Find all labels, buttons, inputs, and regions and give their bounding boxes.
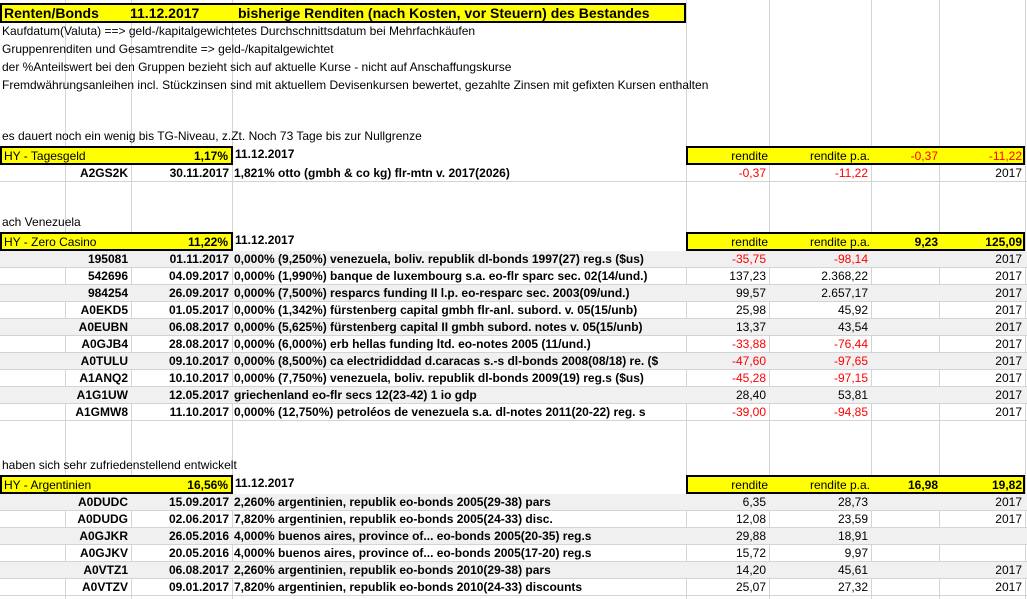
wkn-cell[interactable]: A2GS2K <box>79 166 128 180</box>
table-row[interactable] <box>0 404 1027 421</box>
wkn-cell[interactable]: 984254 <box>87 286 128 300</box>
desc-cell[interactable]: 0,000% (7,750%) venezuela, boliv. republik dl-bonds 2009(19) reg.s ($us) <box>234 371 644 385</box>
table-row[interactable] <box>0 387 1027 404</box>
rendite-cell[interactable]: 25,98 <box>735 303 766 317</box>
date-cell[interactable]: 06.08.2017 <box>168 563 229 577</box>
rendite-pa-cell[interactable]: -98,14 <box>833 252 868 266</box>
desc-cell[interactable]: 7,820% argentinien, republik eo-bonds 2010(24-33) discounts <box>234 580 583 594</box>
rendite-pa-cell[interactable]: -11,22 <box>834 166 868 180</box>
rendite-pa-cell[interactable]: 2.657,17 <box>821 286 868 300</box>
table-row[interactable] <box>0 528 1027 545</box>
rendite-pa-cell[interactable]: 43,54 <box>837 320 868 334</box>
date-cell[interactable]: 04.09.2017 <box>168 269 229 283</box>
table-row[interactable] <box>0 251 1027 268</box>
group-total-rendite-pa: 19,82 <box>991 478 1022 492</box>
group-date[interactable]: 11.12.2017 <box>235 476 295 490</box>
rendite-cell[interactable]: 13,37 <box>735 320 766 334</box>
wkn-cell[interactable]: A1GMW8 <box>75 405 128 419</box>
year-cell[interactable]: 2017 <box>995 252 1022 266</box>
year-cell[interactable]: 2017 <box>995 388 1022 402</box>
group-header-row <box>0 146 1027 165</box>
date-cell[interactable]: 01.05.2017 <box>168 303 229 317</box>
desc-cell[interactable]: 0,000% (9,250%) venezuela, boliv. republik dl-bonds 1997(27) reg.s ($us) <box>234 252 644 266</box>
desc-cell[interactable]: 0,000% (7,500%) resparcs funding II l.p. eo-resparc sec. 2003(09/und.) <box>234 286 630 300</box>
rendite-cell[interactable]: 15,72 <box>735 546 766 560</box>
rendite-cell[interactable]: 14,20 <box>735 563 766 577</box>
group-total-rendite-pa: 125,09 <box>985 235 1022 249</box>
wkn-cell[interactable]: A0GJKV <box>79 546 128 560</box>
table-row[interactable] <box>0 165 1027 182</box>
wkn-cell[interactable]: 195081 <box>87 252 128 266</box>
year-cell[interactable]: 2017 <box>995 495 1022 509</box>
wkn-cell[interactable]: A0EKD5 <box>80 303 128 317</box>
note-line[interactable]: der %Anteilswert bei den Gruppen bezieht sich auf aktuelle Kurse - nicht auf Anschaffungskurse <box>2 60 512 74</box>
rendite-cell[interactable]: -35,75 <box>731 252 766 266</box>
year-cell[interactable]: 2017 <box>995 371 1022 385</box>
rendite-cell[interactable]: -0,37 <box>738 166 766 180</box>
group-name: HY - Zero Casino <box>4 235 97 249</box>
date-cell[interactable]: 28.08.2017 <box>168 337 229 351</box>
group-note[interactable]: haben sich sehr zufriedenstellend entwickelt <box>2 458 237 472</box>
group-total-rendite: -0,37 <box>910 149 938 163</box>
group-total-rendite-pa: -11,22 <box>988 149 1022 163</box>
desc-cell[interactable]: 0,000% (12,750%) petroléos de venezuela s.a. dl-notes 2011(20-22) reg. s <box>234 405 646 419</box>
group-date[interactable]: 11.12.2017 <box>235 147 295 161</box>
desc-cell[interactable]: 2,260% argentinien, republik eo-bonds 2010(29-38) pars <box>234 563 551 577</box>
rendite-cell[interactable]: -47,60 <box>731 354 766 368</box>
wkn-cell[interactable]: A1G1UW <box>76 388 128 402</box>
header-row <box>0 3 1027 23</box>
wkn-cell[interactable]: A0TULU <box>80 354 128 368</box>
group-total-rendite: 9,23 <box>914 235 938 249</box>
year-cell[interactable]: 2017 <box>995 320 1022 334</box>
year-cell[interactable]: 2017 <box>995 303 1022 317</box>
rendite-pa-cell[interactable]: -97,65 <box>833 354 868 368</box>
rendite-label: rendite <box>731 235 768 249</box>
rendite-cell[interactable]: 12,08 <box>735 512 766 526</box>
table-row[interactable] <box>0 319 1027 336</box>
group-note[interactable]: ach Venezuela <box>2 215 81 229</box>
year-cell[interactable]: 2017 <box>995 166 1022 180</box>
rendite-cell[interactable]: 6,35 <box>742 495 766 509</box>
table-row[interactable] <box>0 268 1027 285</box>
wkn-cell[interactable]: A0VTZV <box>81 580 128 594</box>
page-title: Renten/Bonds <box>4 5 99 21</box>
desc-cell[interactable]: 1,821% otto (gmbh & co kg) flr-mtn v. 2017(2026) <box>234 166 510 180</box>
rendite-cell[interactable]: 25,07 <box>735 580 766 594</box>
group-share: 11,22% <box>187 235 228 249</box>
wkn-cell[interactable]: A0GJKR <box>79 529 128 543</box>
wkn-cell[interactable]: A0GJB4 <box>81 337 128 351</box>
rendite-pa-cell[interactable]: 53,81 <box>837 388 868 402</box>
group-header-row <box>0 475 1027 494</box>
date-cell[interactable]: 02.06.2017 <box>168 512 229 526</box>
group-header-cell[interactable] <box>0 475 233 494</box>
rendite-pa-label: rendite p.a. <box>809 149 870 163</box>
date-cell[interactable]: 01.11.2017 <box>169 252 229 266</box>
desc-cell[interactable]: 0,000% (6,000%) erb hellas funding ltd. eo-notes 2005 (11/und.) <box>234 337 591 351</box>
rendite-pa-cell[interactable]: 18,91 <box>837 529 868 543</box>
group-name: HY - Argentinien <box>4 478 92 492</box>
date-cell[interactable]: 20.05.2016 <box>168 546 229 560</box>
rendite-cell[interactable]: 99,57 <box>735 286 766 300</box>
year-cell[interactable]: 2017 <box>995 563 1022 577</box>
year-cell[interactable]: 2017 <box>995 354 1022 368</box>
rendite-cell[interactable]: 137,23 <box>729 269 766 283</box>
table-row[interactable] <box>0 302 1027 319</box>
date-cell[interactable]: 10.10.2017 <box>168 371 229 385</box>
rendite-pa-cell[interactable]: -94,85 <box>833 405 868 419</box>
group-header-cell[interactable] <box>0 146 233 165</box>
group-share: 1,17% <box>193 149 228 163</box>
date-cell[interactable]: 30.11.2017 <box>169 166 229 180</box>
note-line[interactable]: Fremdwährungsanleihen incl. Stückzinsen sind mit aktuellem Devisenkursen bewertet, gezahlte Zinsen mit gefixten Kursen enthalten <box>2 78 709 92</box>
wkn-cell[interactable]: A0DUDG <box>77 512 128 526</box>
group-header-row <box>0 232 1027 251</box>
rendite-cell[interactable]: 28,40 <box>735 388 766 402</box>
table-row[interactable] <box>0 511 1027 528</box>
year-cell[interactable]: 2017 <box>995 269 1022 283</box>
desc-cell[interactable]: 0,000% (8,500%) ca electrididdad d.caracas s.-s dl-bonds 2008(08/18) re. ($ <box>234 354 659 368</box>
group-totals[interactable] <box>686 232 1025 251</box>
header-subtitle: bisherige Renditen (nach Kosten, vor Steuern) des Bestandes <box>238 5 650 21</box>
date-cell[interactable]: 11.10.2017 <box>169 405 229 419</box>
date-cell[interactable]: 12.05.2017 <box>168 388 229 402</box>
table-row[interactable] <box>0 562 1027 579</box>
wkn-cell[interactable]: A0EUBN <box>78 320 128 334</box>
desc-cell[interactable]: 7,820% argentinien, republik eo-bonds 2005(24-33) disc. <box>234 512 553 526</box>
rendite-cell[interactable]: -33,88 <box>731 337 766 351</box>
group-totals[interactable] <box>686 475 1025 494</box>
wkn-cell[interactable]: 542696 <box>87 269 128 283</box>
date-cell[interactable]: 06.08.2017 <box>168 320 229 334</box>
note-line[interactable]: Gruppenrenditen und Gesamtrendite => geld-/kapitalgewichtet <box>2 42 334 56</box>
table-row[interactable] <box>0 370 1027 387</box>
year-cell[interactable] <box>939 528 1025 544</box>
rendite-pa-cell[interactable]: 27,32 <box>837 580 868 594</box>
date-cell[interactable]: 26.09.2017 <box>168 286 229 300</box>
desc-cell[interactable]: griechenland eo-flr secs 12(23-42) 1 io gdp <box>234 388 477 402</box>
year-cell[interactable]: 2017 <box>995 512 1022 526</box>
desc-cell[interactable]: 2,260% argentinien, republik eo-bonds 2005(29-38) pars <box>234 495 551 509</box>
rendite-pa-cell[interactable]: -76,44 <box>833 337 868 351</box>
rendite-pa-label: rendite p.a. <box>809 478 870 492</box>
desc-cell[interactable]: 0,000% (5,625%) fürstenberg capital II gmbh subord. notes v. 05(15/unb) <box>234 320 643 334</box>
rendite-pa-cell[interactable]: 23,59 <box>837 512 868 526</box>
table-row[interactable] <box>0 285 1027 302</box>
year-cell[interactable]: 2017 <box>995 405 1022 419</box>
group-date[interactable]: 11.12.2017 <box>235 233 295 247</box>
group-totals[interactable] <box>686 146 1025 165</box>
table-row[interactable] <box>0 353 1027 370</box>
rendite-cell[interactable]: -39,00 <box>731 405 766 419</box>
table-row[interactable] <box>0 494 1027 511</box>
rendite-label: rendite <box>731 149 768 163</box>
date-cell[interactable]: 26.05.2016 <box>168 529 229 543</box>
desc-cell[interactable]: 0,000% (1,990%) banque de luxembourg s.a. eo-flr sparc sec. 02(14/und.) <box>234 269 648 283</box>
group-total-rendite: 16,98 <box>907 478 938 492</box>
rendite-pa-cell[interactable]: -97,15 <box>833 371 868 385</box>
header-date: 11.12.2017 <box>130 5 200 21</box>
rendite-pa-cell[interactable]: 9,97 <box>844 546 868 560</box>
group-share: 16,56% <box>187 478 228 492</box>
year-cell[interactable]: 2017 <box>995 337 1022 351</box>
desc-cell[interactable]: 4,000% buenos aires, province of... eo-bonds 2005(20-35) reg.s <box>234 529 592 543</box>
wkn-cell[interactable]: A1ANQ2 <box>79 371 128 385</box>
desc-cell[interactable]: 4,000% buenos aires, province of... eo-bonds 2005(17-20) reg.s <box>234 546 592 560</box>
rendite-label: rendite <box>731 478 768 492</box>
rendite-pa-cell[interactable]: 28,73 <box>837 495 868 509</box>
desc-cell[interactable]: 0,000% (1,342%) fürstenberg capital gmbh flr-anl. subord. v. 05(15/unb) <box>234 303 638 317</box>
date-cell[interactable]: 15.09.2017 <box>168 495 229 509</box>
header-cell[interactable] <box>0 3 686 23</box>
group-header-cell[interactable] <box>0 232 233 251</box>
note-line[interactable]: Kaufdatum(Valuta) ==> geld-/kapitalgewichtetes Durchschnittsdatum bei Mehrfachkäufen <box>2 24 476 38</box>
rendite-pa-cell[interactable]: 45,61 <box>837 563 868 577</box>
wkn-cell[interactable]: A0DUDC <box>77 495 128 509</box>
rendite-cell[interactable]: 29,88 <box>735 529 766 543</box>
year-cell[interactable] <box>939 545 1025 561</box>
group-note[interactable]: es dauert noch ein wenig bis TG-Niveau, z.Zt. Noch 73 Tage bis zur Nullgrenze <box>2 129 422 143</box>
group-name: HY - Tagesgeld <box>4 149 86 163</box>
rendite-cell[interactable]: -45,28 <box>731 371 766 385</box>
table-row[interactable] <box>0 545 1027 562</box>
rendite-pa-cell[interactable]: 45,92 <box>837 303 868 317</box>
year-cell[interactable]: 2017 <box>995 580 1022 594</box>
date-cell[interactable]: 09.10.2017 <box>168 354 229 368</box>
table-row[interactable] <box>0 336 1027 353</box>
table-row[interactable] <box>0 579 1027 596</box>
rendite-pa-label: rendite p.a. <box>809 235 870 249</box>
wkn-cell[interactable]: A0VTZ1 <box>83 563 128 577</box>
rendite-pa-cell[interactable]: 2.368,22 <box>821 269 868 283</box>
date-cell[interactable]: 09.01.2017 <box>168 580 229 594</box>
year-cell[interactable]: 2017 <box>995 286 1022 300</box>
